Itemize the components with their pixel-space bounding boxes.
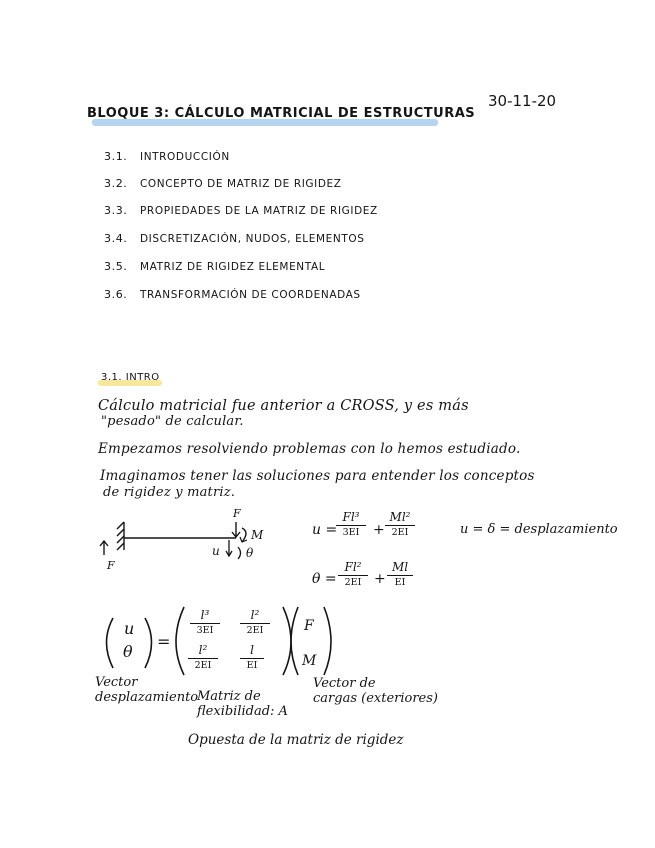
fraction-bar [188,658,218,659]
equation-theta-lhs: θ = [312,571,337,587]
matrix-entry [240,608,270,636]
toc-item-number: 3.2. [104,177,128,190]
plus-sign: + [373,522,385,538]
toc-item-text: CONCEPTO DE MATRIZ DE RIGIDEZ [140,178,342,190]
paragraph-line: de rigidez y matriz. [103,485,236,500]
toc-item-text: TRANSFORMACIÓN DE COORDENADAS [140,289,361,301]
toc-item-number: 3.3. [104,204,128,217]
tip-moment-arrow-icon [242,528,246,542]
section-heading: 3.1. INTRO [101,372,160,383]
load-vector-m: M [302,653,317,669]
load-vector-label [313,676,438,706]
fraction-bar [336,525,366,526]
matrix-entry [188,643,218,671]
flex-matrix-label [197,689,288,719]
toc-item-number: 3.4. [104,232,128,245]
denominator: EI [394,577,406,588]
toc-item-text: MATRIZ DE RIGIDEZ ELEMENTAL [140,261,326,273]
fraction-bar [387,575,413,576]
denominator: 2EI [391,527,409,538]
paragraph-line: Imaginamos tener las soluciones para entender los conceptos [100,468,535,484]
denominator: 2EI [246,625,264,636]
tip-moment-label: M [251,528,264,542]
toc-item-text: DISCRETIZACIÓN, NUDOS, ELEMENTOS [140,233,365,245]
fraction-bar [240,658,264,659]
numerator: l² [250,608,260,622]
plus-sign: + [374,571,386,587]
toc-item-text: INTRODUCCIÓN [140,151,230,163]
vector-theta: θ [123,642,133,661]
paragraph-line: Cálculo matricial fue anterior a CROSS, y es más [98,398,469,414]
tip-force-label: F [233,507,241,520]
toc-item-number: 3.1. [104,150,128,163]
numerator: l² [198,643,208,657]
matrix-entry [240,643,264,671]
numerator: Ml² [389,510,411,524]
label-line: cargas (exteriores) [313,691,438,706]
load-vector-f: F [304,618,314,634]
denominator: EI [246,660,258,671]
numerator: l³ [200,608,210,622]
wall-support-icon [117,522,124,550]
base-force-label: F [107,559,115,572]
toc-item-text: PROPIEDADES DE LA MATRIZ DE RIGIDEZ [140,205,378,217]
paragraph-line: "pesado" de calcular. [101,414,244,429]
date: 30-11-20 [488,92,557,110]
displacement-note: u = δ = desplazamiento [460,522,618,537]
denominator: 3EI [196,625,214,636]
label-line: Vector [95,675,138,690]
numerator: Fl³ [342,510,360,524]
denominator: 2EI [194,660,212,671]
opposite-stiffness-note: Opuesta de la matriz de rigidez [188,732,404,748]
displacement-arrow-icon [226,540,232,556]
toc-item-number: 3.6. [104,288,128,301]
numerator: Fl² [344,560,362,574]
label-line: flexibilidad: A [197,704,288,719]
disp-vector-label [95,675,198,705]
equals-sign: = [157,632,171,651]
numerator: l [250,643,254,657]
fraction-bar [240,623,270,624]
label-line: Matriz de [197,689,261,704]
fraction-bar [338,575,368,576]
numerator: Ml [391,560,409,574]
tip-force-arrow-icon [232,522,240,537]
fraction [338,560,368,588]
denominator: 3EI [342,527,360,538]
rotation-label: θ [246,546,254,560]
matrix-entry [190,608,220,636]
displacement-label: u [212,544,220,558]
base-force-arrow-icon [100,541,108,555]
fraction-bar [190,623,220,624]
fraction [336,510,366,538]
fraction [387,560,413,588]
rotation-arrow-icon [238,547,241,559]
toc-item-number: 3.5. [104,260,128,273]
label-line: Vector de [313,676,376,691]
paragraph-line: Empezamos resolviendo problemas con lo hemos estudiado. [98,441,521,457]
fraction-bar [385,525,415,526]
denominator: 2EI [344,577,362,588]
vector-u: u [124,619,135,638]
fraction [385,510,415,538]
page-title: BLOQUE 3: CÁLCULO MATRICIAL DE ESTRUCTURAS [87,106,476,121]
equation-u-lhs: u = [312,522,338,538]
label-line: desplazamiento [95,690,199,705]
